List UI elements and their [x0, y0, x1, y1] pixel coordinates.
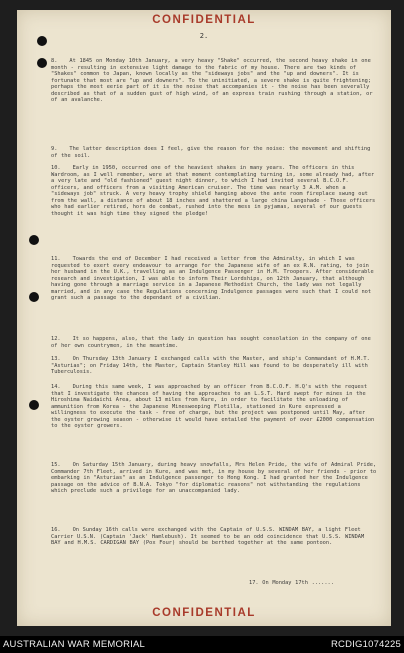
- classification-footer: CONFIDENTIAL: [152, 607, 256, 619]
- paragraph-13: [51, 356, 377, 376]
- paragraph-number: 10.: [51, 165, 61, 171]
- paragraph-15: [51, 462, 377, 495]
- punch-hole: [37, 58, 47, 68]
- continuation-line: [249, 580, 379, 587]
- paragraph-14: [51, 384, 377, 430]
- paragraph-16: [51, 527, 377, 547]
- punch-hole: [29, 400, 39, 410]
- continuation-text: 17. On Monday 17th .......: [249, 580, 334, 586]
- paragraph-number: 8.: [51, 58, 58, 64]
- paragraph-number: 9.: [51, 146, 58, 152]
- paragraph-number: 13.: [51, 356, 61, 362]
- punch-hole: [29, 292, 39, 302]
- paragraph-text: On Sunday 16th calls were exchanged with the Captain of U.S.S. WINDAM BAY, a light Fleet Carrier U.S.N. (Captain 'Jack' Hamlebush). It seemed to be an odd coincidence that U.S.S. WINDAM BAY and H.M.S. CARDIGAN BAY (Pox Four) should be berthed together at the same pontoon.: [51, 527, 365, 546]
- paragraph-8: [51, 58, 377, 104]
- classification-header: CONFIDENTIAL: [152, 14, 256, 26]
- document-page: [17, 10, 391, 626]
- paragraph-number: 16.: [51, 527, 61, 533]
- paragraph-text: It so happens, also, that the lady in question has sought consolation in the company of one of her own countrymen, in the meantime.: [51, 336, 371, 349]
- punch-hole: [29, 235, 39, 245]
- paragraph-11: [51, 256, 377, 302]
- paragraph-text: Towards the end of December I had received a letter from the Admiralty, in which I was requested to exert every endeavour to arrange for the Japanese wife of an ex R.N. rating, to join her husband in the U.K., travelling as an Indulgence Passenger in H.M. Troopers. After considerable research and investigation, I was able to inform Their Lordships, on 12th January, that although having gone through a marriage service in a Japanese Methodist Church, the lady was not legally married, and in any case the Regulations concerning Indulgence passages were such that I could not grant such a passage to the dependant of a civilian.: [51, 256, 374, 301]
- archive-name: AUSTRALIAN WAR MEMORIAL: [3, 639, 146, 650]
- paragraph-number: 15.: [51, 462, 61, 468]
- paragraph-text: The latter description does I feel, give the reason for the noise: the movement and shifting of the soil.: [51, 146, 371, 159]
- page-number: 2.: [199, 32, 209, 40]
- paragraph-text: On Thursday 13th January I exchanged calls with the Master, and ship's Commandant of H.M.T. "Asturias"; on Friday 14th, the Master, Captain Stanley Hill was found to be desperately ill with Tuberculosis.: [51, 356, 370, 375]
- paragraph-number: 14.: [51, 384, 61, 390]
- paragraph-number: 11.: [51, 256, 61, 262]
- paragraph-text: During this same week, I was approached by an officer from B.C.O.F. H.Q's with the request that I investigate the chances of having the approaches to an L.S.T. Hard swept for mines in the Hiroshima Naidaichi Area, about 13 miles from Kure, in order to facilitate the unloading of ammunition from Korea - the Japanese Minesweeping Flotilla, stationed in Kure expressed a willingness to execute the task - free of charge, but the project was postponed until May, after the oyster growing season - otherwise it would have entailed the payment of over £2000 compensation to the oyster growers.: [51, 384, 375, 429]
- paragraph-text: On Saturday 15th January, during heavy snowfalls, Mrs Helen Pride, the wife of Admiral Pride, Commander 7th Fleet, arrived in Kure, and was met, in my house by several of her friends - prior to embarking in "Asturias" as an Indulgence passenger to Hong Kong. I had granted her the Indulgence passage on the advice of B.N.A. Tokyo "for diplomatic reasons" not withstanding the regulations which preclude such a privilege for an unaccompanied lady.: [51, 462, 377, 494]
- archive-footer: [0, 636, 404, 653]
- paragraph-12: [51, 336, 377, 349]
- paragraph-9: [51, 146, 377, 159]
- paragraph-text: At 1845 on Monday 10th January, a very heavy "Shake" occurred, the second heavy shake in one month - resulting in extensive light damage to the fabric of my house. There are two kinds of "Shakes" common to Japan, known locally as the "sideways jobs" and the "up and downers". It is fortunate that most are "up and downers". To the uninitiated, a severe shake is quite frightening; perhaps the most eerie part of it is the noise that accompanies it - the noise has been severally described as that of a sudden gust of high wind, of an express train rushing through a station, or of an avalanche.: [51, 58, 373, 103]
- paragraph-10: [51, 165, 377, 217]
- record-id: RCDIG1074225: [331, 639, 401, 650]
- paragraph-text: Early in 1950, occurred one of the heaviest shakes in many years. The officers in this Wardroom, as I well remember, were at that moment contemplating turning in, some already had, after a very late and "old fashioned" guest night dinner, to which I had invited several B.C.O.F. officers, and officers from a visiting American cruiser. The time was nearly 3 A.M. when a "sideways job" struck. A very heavy trophy shield hanging above the ante room fireplace swung out from the wall, a distance of about 18 inches and shattered a large china Langshade - Those officers who had earlier retired, hors de combat, rushed into the mess in pyjamas, several of our guests thought it was high time they signed the pledge!: [51, 165, 376, 217]
- paragraph-number: 12.: [51, 336, 61, 342]
